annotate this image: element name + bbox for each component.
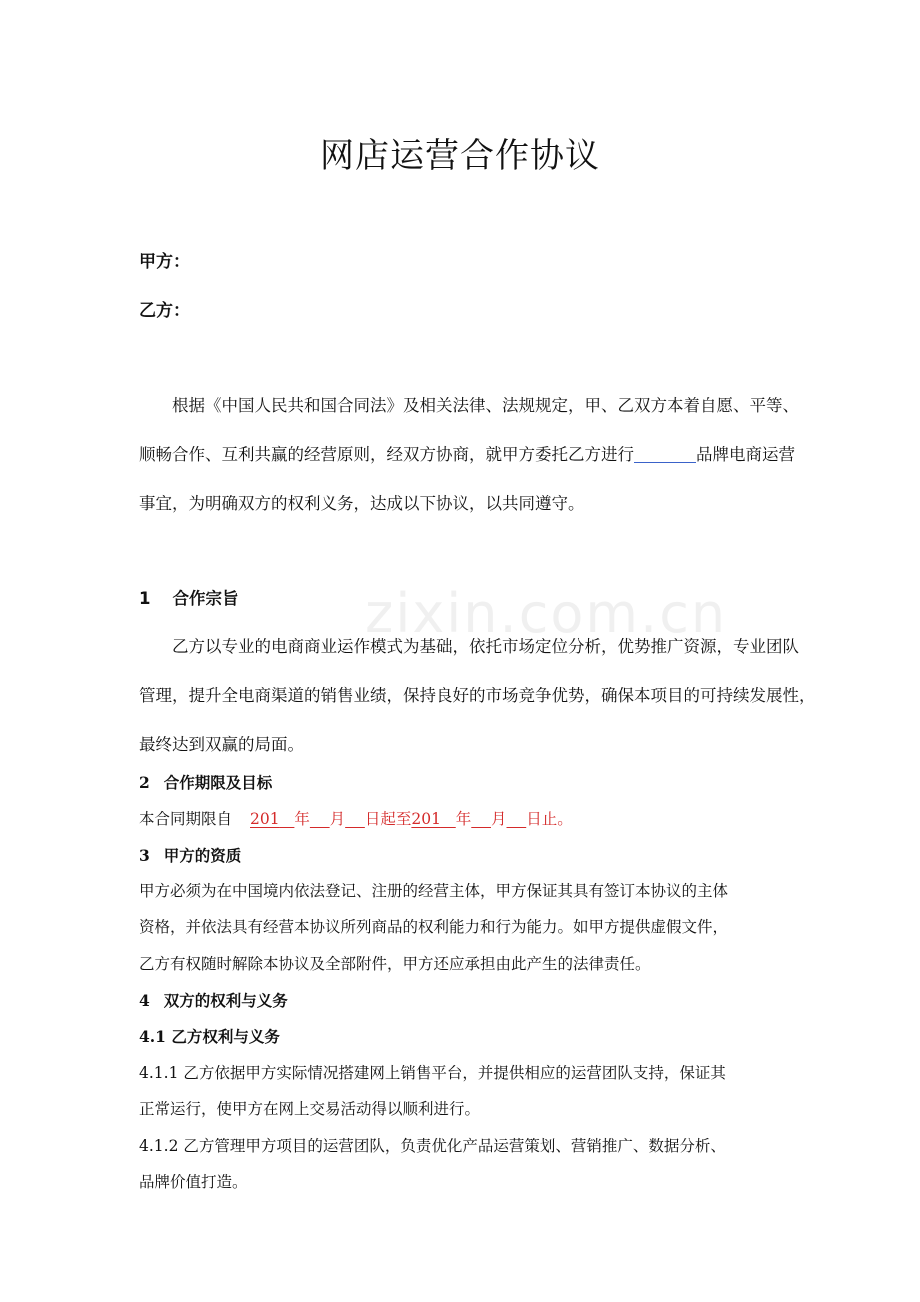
end-year-unit: 年 [455,810,472,828]
section-1-line-2: 管理，提升全电商渠道的销售业绩，保持良好的市场竞争优势，确保本项目的可持续发展性， [139,686,816,705]
clause-4-1-2-line-2: 品牌价值打造。 [139,1173,248,1191]
blank [471,810,491,828]
party-a-label: 甲方： [139,252,190,272]
section-1-line-1: 乙方以专业的电商商业运作模式为基础，依托市场定位分析，优势推广资源，专业团队 [172,637,799,656]
intro-line-2-text: 顺畅合作、互利共赢的经营原则，经双方协商，就甲方委托乙方进行 [139,445,634,464]
end-month-unit: 月 [490,810,507,828]
intro-line-3: 事宜，为明确双方的权利义务，达成以下协议，以共同遵守。 [139,494,585,513]
blank [280,810,295,828]
subsection-4-1-heading: 4.1 乙方权利与义务 [139,1027,280,1046]
period-label: 本合同期限自 [139,810,233,828]
start-day-unit: 日起至 [364,810,412,828]
section-3-heading [139,844,241,866]
contract-period-line [139,807,573,829]
section-3-line-3: 乙方有权随时解除本协议及全部附件，甲方还应承担由此产生的法律责任。 [139,955,651,973]
section-3-line-1: 甲方必须为在中国境内依法登记、注册的经营主体，甲方保证其具有签订本协议的主体 [139,882,729,900]
section-title: 合作宗旨 [172,589,239,608]
section-number: 1 [139,589,151,608]
document-title: 网店运营合作协议 [320,136,600,176]
start-month-unit: 月 [329,810,346,828]
brand-blank [634,446,696,463]
clause-4-1-1-line-2: 正常运行，使甲方在网上交易活动得以顺利进行。 [139,1100,481,1118]
section-title: 合作期限及目标 [163,773,273,792]
party-b-label: 乙方： [139,301,190,321]
start-year: 201 [250,810,280,828]
blank [345,810,365,828]
blank [441,810,456,828]
end-day-unit: 日止。 [526,810,573,828]
section-1-heading [139,585,238,609]
section-number: 3 [139,846,150,865]
end-year: 201 [411,810,441,828]
section-2-heading [139,771,272,793]
section-title: 甲方的资质 [163,846,242,865]
clause-4-1-2-line-1: 4.1.2 乙方管理甲方项目的运营团队，负责优化产品运营策划、营销推广、数据分析、 [139,1137,726,1155]
section-number: 4 [139,991,150,1010]
blank [310,810,330,828]
section-4-heading [139,989,288,1011]
watermark: zixin.com.cn [365,582,728,645]
section-title: 双方的权利与义务 [163,991,288,1010]
section-3-line-2: 资格，并依法具有经营本协议所列商品的权利能力和行为能力。如甲方提供虚假文件， [139,918,729,936]
start-year-unit: 年 [294,810,310,828]
clause-4-1-1-line-1: 4.1.1 乙方依据甲方实际情况搭建网上销售平台，并提供相应的运营团队支持，保证其 [139,1064,726,1082]
intro-line-2-suffix: 品牌电商运营 [696,445,795,464]
section-number: 2 [139,773,150,792]
intro-line-1: 根据《中国人民共和国合同法》及相关法律、法规规定，甲、乙双方本着自愿、平等、 [172,396,799,415]
intro-line-2 [139,441,795,465]
section-1-line-3: 最终达到双赢的局面。 [139,735,304,754]
blank [507,810,527,828]
